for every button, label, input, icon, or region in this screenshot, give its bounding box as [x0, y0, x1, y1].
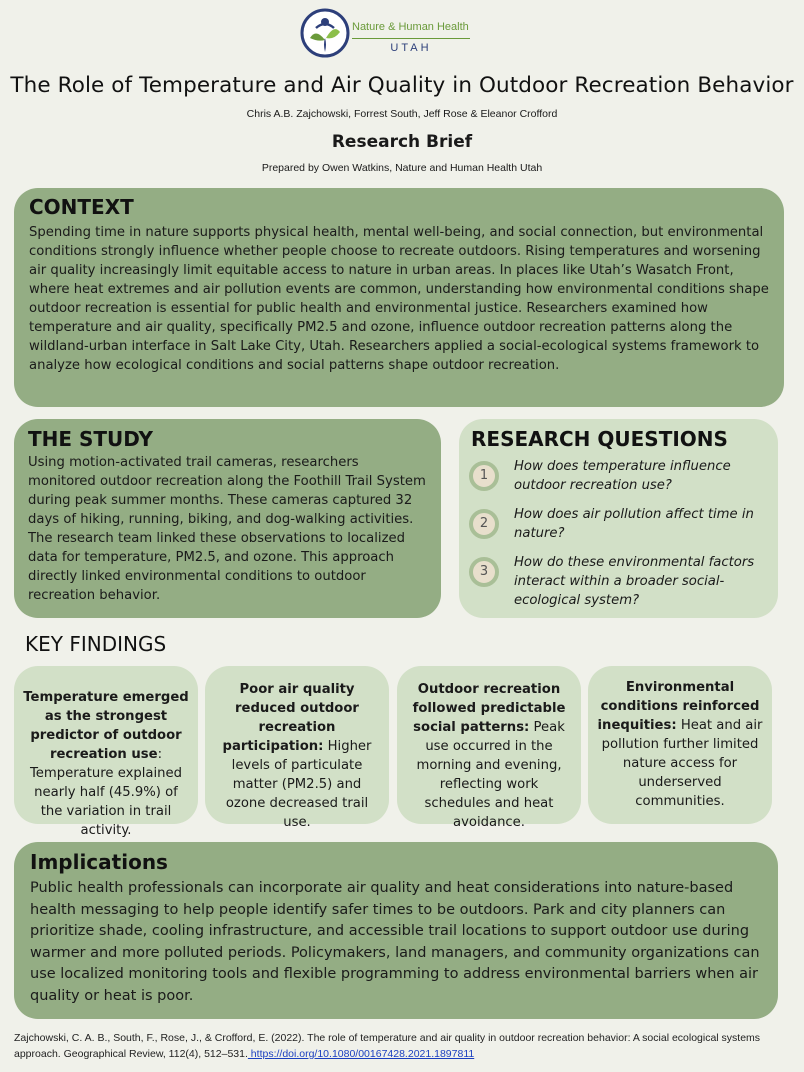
finding-card [588, 666, 772, 824]
study-heading: THE STUDY [28, 427, 153, 451]
context-text: Spending time in nature supports physical health, mental well-being, and social connection, but environmental conditions strongly influence whether people choose to recreate outdoors. Rising temperatures and worsening air quality increasingly limit equitable access to nature in urban areas. In places like Utah’s Wasatch Front, where heat extremes and air pollution events are common, understanding how environmental conditions shape outdoor recreation is essential for public health and environmental justice. Researchers examined how temperature and air quality, specifically PM2.5 and ozone, influence outdoor recreation patterns along the wildland-urban interface in Salt Lake City, Utah. Researchers applied a social-ecological systems framework to analyze how ecological conditions and social patterns shape outdoor recreation. [29, 225, 769, 373]
citation-doi-link[interactable]: https://doi.org/10.1080/00167428.2021.1897811 [247, 1048, 475, 1060]
prepared-by: Prepared by Owen Watkins, Nature and Human Health Utah [261, 162, 543, 174]
logo-divider [352, 38, 470, 39]
question-number-badge: 2 [469, 509, 499, 539]
authors: Chris A.B. Zajchowski, Forrest South, Jeff Rose & Eleanor Crofford [246, 108, 558, 120]
finding-detail: Peak use occurred in the morning and evening, reflecting work schedules and heat avoidance. [416, 720, 565, 830]
research-brief-label: Research Brief [331, 132, 473, 152]
question-text: How does air pollution affect time in nature? [514, 507, 754, 541]
page-title: The Role of Temperature and Air Quality in Outdoor Recreation Behavior [10, 73, 794, 98]
citation [14, 1030, 790, 1062]
logo-subname: UTAH [390, 42, 432, 54]
key-findings-heading: KEY FINDINGS [25, 632, 167, 656]
finding-headline: Poor air quality reduced outdoor recreation participation: [222, 682, 359, 754]
logo-name: Nature & Human Health [352, 21, 469, 33]
citation-text: Zajchowski, C. A. B., South, F., Rose, J., & Crofford, E. (2022). The role of temperature and air quality in outdoor recreation behavior: A social ecological systems approach. Geographical Review, 112(4), 512–531. [14, 1032, 761, 1060]
research-questions-panel [459, 419, 778, 618]
finding-headline: Temperature emerged as the strongest predictor of outdoor recreation use [23, 690, 189, 762]
question-number-badge: 3 [469, 557, 499, 587]
finding-detail: : Temperature explained nearly half (45.9%) of the variation in trail activity. [29, 747, 183, 838]
finding-card [397, 666, 581, 830]
logo [300, 8, 475, 64]
question-text: How does temperature influence outdoor recreation use? [514, 459, 731, 493]
finding-detail: Heat and air pollution further limited nature access for underserved communities. [601, 718, 763, 809]
finding-card [205, 666, 389, 830]
study-text: Using motion-activated trail cameras, researchers monitored outdoor recreation along the Foothill Trail System during peak summer months. These cameras captured 32 days of hiking, running, biking, and dog-walking activities. The research team linked these observations to localized data for temperature, PM2.5, and ozone. This approach directly linked environmental conditions to outdoor recreation behavior. [28, 455, 426, 603]
nature-human-health-logo-icon [300, 8, 350, 58]
finding-headline: Environmental conditions reinforced inequities: [597, 680, 760, 733]
context-panel [14, 188, 784, 407]
finding-detail: Higher levels of particulate matter (PM2.5) and ozone decreased trail use. [225, 739, 372, 830]
question-number-badge: 1 [469, 461, 499, 491]
finding-card [14, 666, 198, 838]
implications-text: Public health professionals can incorporate air quality and heat considerations into nature-based health messaging to help people identify safer times to be outdoors. Park and city planners can prioritize shade, cooling infrastructure, and accessible trail locations to support outdoor use during warmer and more polluted periods. Policymakers, land managers, and community organizations can use localized monitoring tools and flexible programming to address environmental barriers when air quality or heat is poor. [30, 880, 760, 1004]
implications-heading: Implications [30, 850, 168, 874]
implications-panel [14, 842, 778, 1019]
finding-headline: Outdoor recreation followed predictable social patterns: [412, 682, 566, 735]
study-panel [14, 419, 441, 618]
research-questions-heading: RESEARCH QUESTIONS [471, 427, 728, 451]
question-text: How do these environmental factors interact within a broader social-ecological system? [514, 555, 755, 608]
context-heading: CONTEXT [29, 195, 134, 219]
